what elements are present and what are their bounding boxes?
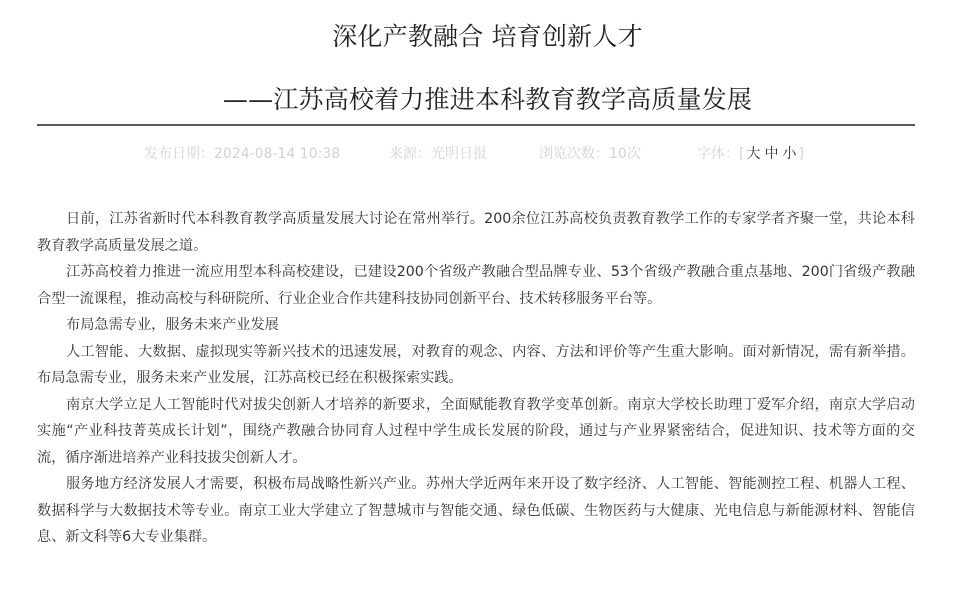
paragraph: 江苏高校着力推进一流应用型本科高校建设，已建设200个省级产教融合型品牌专业、53个省级产教融合重点基地、200门省级产教融合型一流课程，推动高校与科研院所、行业企业合作共建科技协同创新平台、技术转移服务平台等。 — [37, 264, 915, 307]
view-count-label: 浏览次数： — [539, 146, 609, 162]
paragraph: 人工智能、大数据、虚拟现实等新兴技术的迅速发展，对教育的观念、内容、方法和评价等产生重大影响。面对新情况，需有新举措。布局急需专业，服务未来产业发展，江苏高校已经在积极探索实践。 — [37, 343, 915, 386]
font-size-medium-button[interactable]: 中 — [764, 146, 779, 162]
article-source — [389, 143, 487, 163]
section-heading: 布局急需专业，服务未来产业发展 — [66, 317, 279, 333]
font-size-close-bracket: ] — [798, 146, 804, 162]
source-label: 来源： — [389, 146, 431, 162]
article-body — [37, 206, 915, 551]
source-value: 光明日报 — [431, 146, 487, 162]
paragraph: 南京大学立足人工智能时代对拔尖创新人才培养的新要求，全面赋能教育教学变革创新。南京大学校长助理丁爱军介绍，南京大学启动实施“产业科技菁英成长计划”，围绕产教融合协同育人过程中学生成长发展的阶段，通过与产业界紧密结合，促进知识、技术等方面的交流，循序渐进培养产业科技拔尖创新人才。 — [37, 396, 915, 466]
font-size-large-button[interactable]: 大 — [746, 146, 761, 162]
article-title: 深化产教融合 培育创新人才 — [332, 22, 643, 51]
font-size-small-button[interactable]: 小 — [782, 146, 797, 162]
font-size-selector — [697, 143, 804, 163]
view-count-value: 10次 — [609, 146, 641, 162]
publish-date-label: 发布日期： — [144, 146, 214, 162]
article-subtitle: ——江苏高校着力推进本科教育教学高质量发展 — [222, 85, 753, 114]
font-size-open-bracket: [ — [739, 146, 745, 162]
title-divider — [37, 124, 915, 126]
paragraph: 日前，江苏省新时代本科教育教学高质量发展大讨论在常州举行。200余位江苏高校负责教育教学工作的专家学者齐聚一堂，共论本科教育教学高质量发展之道。 — [37, 211, 915, 254]
view-count — [539, 143, 641, 163]
publish-date — [144, 143, 340, 163]
font-size-label: 字体： — [697, 146, 739, 162]
publish-date-value: 2024-08-14 10:38 — [214, 146, 341, 162]
paragraph: 服务地方经济发展人才需要，积极布局战略性新兴产业。苏州大学近两年来开设了数字经济、人工智能、智能测控工程、机器人工程、数据科学与大数据技术等专业。南京工业大学建立了智慧城市与智能交通、绿色低碳、生物医药与大健康、光电信息与新能源材料、智能信息、新文科等6大专业集群。 — [37, 476, 915, 545]
